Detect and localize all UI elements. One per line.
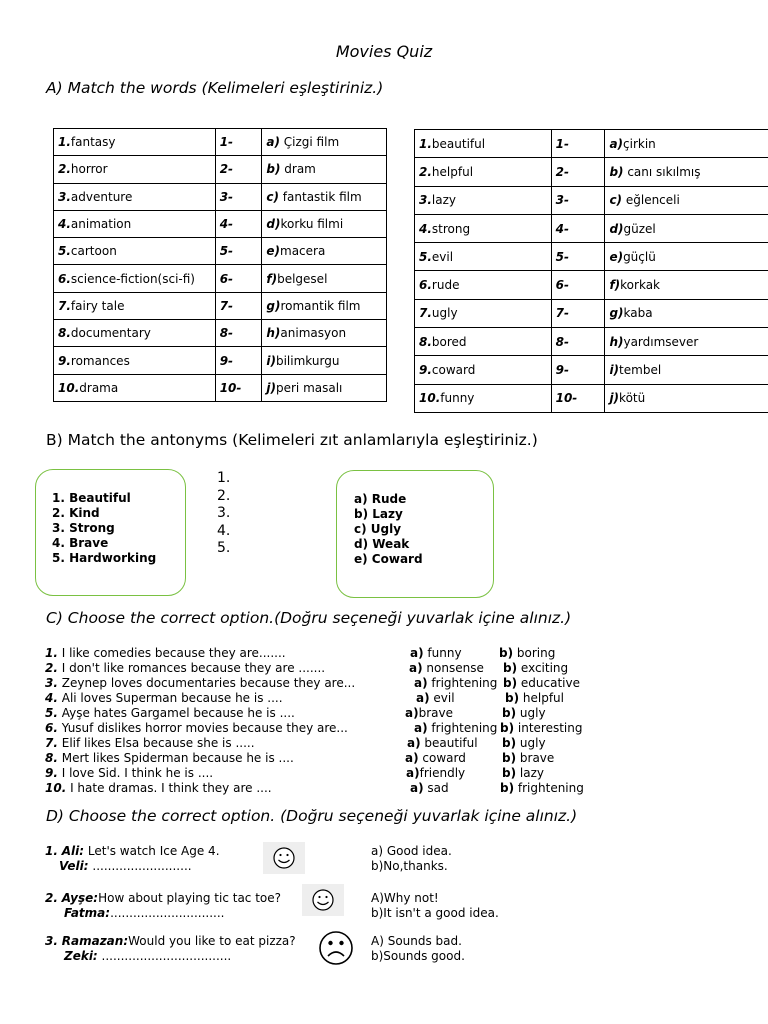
option-b[interactable]: b) frightening: [500, 781, 584, 795]
word-cell: 6.rude: [415, 271, 552, 299]
meaning-cell: d)korku filmi: [262, 210, 387, 237]
answer-cell[interactable]: 10-: [551, 384, 605, 412]
answer-cell[interactable]: 2-: [551, 158, 605, 186]
meaning-cell: j)kötü: [605, 384, 768, 412]
question-text: 6. Yusuf dislikes horror movies because they are...: [45, 721, 348, 735]
option-b[interactable]: b) boring: [499, 646, 556, 660]
meaning-cell: e)macera: [262, 238, 387, 265]
table-row: [54, 238, 387, 265]
word-cell: 5.cartoon: [54, 238, 216, 265]
answer-cell[interactable]: 6-: [551, 271, 605, 299]
option-b[interactable]: b) interesting: [500, 721, 583, 735]
word-cell: 7.ugly: [415, 299, 552, 327]
list-item: b) Lazy: [354, 507, 403, 521]
answer-number: 4.: [217, 522, 231, 539]
frown-icon: [317, 929, 355, 967]
option-a[interactable]: A)Why not!: [371, 891, 439, 905]
answer-cell[interactable]: 6-: [215, 265, 262, 292]
meaning-cell: f)belgesel: [262, 265, 387, 292]
word-cell: 3.lazy: [415, 186, 552, 214]
table-row: [415, 130, 768, 158]
word-cell: 5.evil: [415, 243, 552, 271]
question-text: 7. Elif likes Elsa because she is .....: [45, 736, 255, 750]
list-item: e) Coward: [354, 552, 423, 566]
table-row: [415, 186, 768, 214]
table-row: [415, 384, 768, 412]
word-cell: 3.adventure: [54, 183, 216, 210]
question-text: 1. I like comedies because they are.......: [45, 646, 286, 660]
meaning-cell: h)animasyon: [262, 320, 387, 347]
meaning-cell: d)güzel: [605, 214, 768, 242]
answer-cell[interactable]: 2-: [215, 156, 262, 183]
word-cell: 9.romances: [54, 347, 216, 374]
meaning-cell: f)korkak: [605, 271, 768, 299]
answer-cell[interactable]: 10-: [215, 374, 262, 401]
section-d-heading: D) Choose the correct option. (Doğru seçeneği yuvarlak içine alınız.): [46, 807, 578, 825]
word-cell: 1.beautiful: [415, 130, 552, 158]
option-a[interactable]: a)brave: [405, 706, 453, 720]
dialog-1-options: [371, 844, 452, 874]
answer-cell[interactable]: 3-: [551, 186, 605, 214]
option-a[interactable]: a) evil: [416, 691, 455, 705]
word-cell: 7.fairy tale: [54, 292, 216, 319]
answer-cell[interactable]: 3-: [215, 183, 262, 210]
list-item: 4. Brave: [52, 536, 109, 550]
table-row: [54, 292, 387, 319]
word-cell: 4.strong: [415, 214, 552, 242]
option-a[interactable]: a) frightening: [414, 721, 498, 735]
meaning-cell: a)çirkin: [605, 130, 768, 158]
word-cell: 4.animation: [54, 210, 216, 237]
option-a[interactable]: a) sad: [410, 781, 449, 795]
word-cell: 8.documentary: [54, 320, 216, 347]
word-cell: 6.science-fiction(sci-fi): [54, 265, 216, 292]
table-row: [415, 328, 768, 356]
answer-number: 1.: [217, 470, 231, 486]
meaning-cell: i)tembel: [605, 356, 768, 384]
table-row: [415, 158, 768, 186]
question-text: 10. I hate dramas. I think they are ....: [45, 781, 272, 795]
match-table-adjectives: [414, 129, 768, 413]
word-cell: 9.coward: [415, 356, 552, 384]
table-row: [415, 356, 768, 384]
answer-cell[interactable]: 8-: [551, 328, 605, 356]
dialog-2-options: [371, 891, 499, 921]
answer-cell[interactable]: 4-: [215, 210, 262, 237]
option-a[interactable]: a) frightening: [414, 676, 498, 690]
list-item: 3. Strong: [52, 521, 115, 535]
answer-number: 2.: [217, 487, 231, 504]
table-row: [54, 347, 387, 374]
answer-number: 5.: [217, 540, 231, 556]
meaning-cell: g)kaba: [605, 299, 768, 327]
antonym-left-list: [52, 491, 156, 566]
option-b[interactable]: b)No,thanks.: [371, 859, 448, 873]
option-b[interactable]: b) lazy: [502, 766, 544, 780]
meaning-cell: h)yardımsever: [605, 328, 768, 356]
question-text: 4. Ali loves Superman because he is ....: [45, 691, 283, 705]
table-row: [54, 265, 387, 292]
answer-cell[interactable]: 9-: [215, 347, 262, 374]
table-row: [415, 214, 768, 242]
option-b[interactable]: b) educative: [503, 676, 580, 690]
meaning-cell: c) fantastik film: [262, 183, 387, 210]
option-b[interactable]: b) brave: [502, 751, 555, 765]
dialog-3-options: [371, 934, 465, 964]
meaning-cell: b) dram: [262, 156, 387, 183]
word-cell: 10.funny: [415, 384, 552, 412]
question-text: 2. I don't like romances because they are .......: [45, 661, 326, 675]
table-row: [415, 299, 768, 327]
match-table-film-types: [53, 128, 387, 402]
answer-cell[interactable]: 1-: [215, 129, 262, 156]
table-row: [415, 243, 768, 271]
answer-cell[interactable]: 7-: [551, 299, 605, 327]
table-row: [54, 129, 387, 156]
word-cell: 1.fantasy: [54, 129, 216, 156]
answer-cell[interactable]: 5-: [215, 238, 262, 265]
question-text: 8. Mert likes Spiderman because he is ....: [45, 751, 294, 765]
option-a[interactable]: a)friendly: [406, 766, 466, 780]
option-a[interactable]: A) Sounds bad.: [371, 934, 462, 948]
section-b-heading: B) Match the antonyms (Kelimeleri zıt anlamlarıyla eşleştiriniz.): [46, 431, 538, 449]
meaning-cell: b) canı sıkılmış: [605, 158, 768, 186]
antonym-right-list: [354, 492, 423, 567]
list-item: c) Ugly: [354, 522, 402, 536]
question-text: 3. Zeynep loves documentaries because they are...: [45, 676, 356, 690]
table-row: [415, 271, 768, 299]
table-row: [54, 183, 387, 210]
word-cell: 2.helpful: [415, 158, 552, 186]
page-title: Movies Quiz: [335, 42, 433, 61]
option-a[interactable]: a) beautiful: [407, 736, 478, 750]
table-row: [54, 156, 387, 183]
word-cell: 2.horror: [54, 156, 216, 183]
section-a-heading: A) Match the words (Kelimeleri eşleştiriniz.): [46, 79, 384, 97]
answer-cell[interactable]: 7-: [215, 292, 262, 319]
option-a[interactable]: a) Good idea.: [371, 844, 452, 858]
answer-cell[interactable]: 4-: [551, 214, 605, 242]
meaning-cell: e)güçlü: [605, 243, 768, 271]
smile-icon: [302, 884, 344, 916]
meaning-cell: a) Çizgi film: [262, 129, 387, 156]
answer-cell[interactable]: 8-: [215, 320, 262, 347]
section-c-heading: C) Choose the correct option.(Doğru seçeneği yuvarlak içine alınız.): [46, 609, 572, 627]
meaning-cell: j)peri masalı: [262, 374, 387, 401]
meaning-cell: c) eğlenceli: [605, 186, 768, 214]
option-b[interactable]: b) exciting: [503, 661, 569, 675]
meaning-cell: i)bilimkurgu: [262, 347, 387, 374]
answer-cell[interactable]: 1-: [551, 130, 605, 158]
table-row: [54, 374, 387, 401]
answer-number: 3.: [217, 505, 231, 521]
meaning-cell: g)romantik film: [262, 292, 387, 319]
table-row: [54, 320, 387, 347]
option-a[interactable]: a) coward: [405, 751, 466, 765]
table-row: [54, 210, 387, 237]
dialog-1: 1. Ali: Let's watch Ice Age 4. Veli: ..........................: [45, 844, 220, 873]
word-cell: 10.drama: [54, 374, 216, 401]
list-item: d) Weak: [354, 537, 410, 551]
answer-number-list: [217, 470, 230, 558]
option-a[interactable]: a) funny: [410, 646, 462, 660]
option-a[interactable]: a) nonsense: [409, 661, 484, 675]
answer-cell[interactable]: 5-: [551, 243, 605, 271]
question-text: 9. I love Sid. I think he is ....: [45, 766, 214, 780]
option-b[interactable]: b) ugly: [502, 736, 546, 750]
answer-cell[interactable]: 9-: [551, 356, 605, 384]
smile-icon: [263, 842, 305, 874]
list-item: a) Rude: [354, 492, 407, 506]
dialog-2: 2. Ayşe:How about playing tic tac toe? Fatma:..............................: [45, 891, 282, 920]
list-item: 1. Beautiful: [52, 491, 131, 505]
dialog-3: 3. Ramazan:Would you like to eat pizza? Zeki: ..................................: [45, 934, 296, 963]
word-cell: 8.bored: [415, 328, 552, 356]
list-item: 5. Hardworking: [52, 551, 157, 565]
option-b[interactable]: b) ugly: [502, 706, 546, 720]
question-text: 5. Ayşe hates Gargamel because he is ....: [45, 706, 295, 720]
option-b[interactable]: b)It isn't a good idea.: [371, 906, 499, 920]
option-b[interactable]: b) helpful: [505, 691, 564, 705]
option-b[interactable]: b)Sounds good.: [371, 949, 465, 963]
list-item: 2. Kind: [52, 506, 100, 520]
